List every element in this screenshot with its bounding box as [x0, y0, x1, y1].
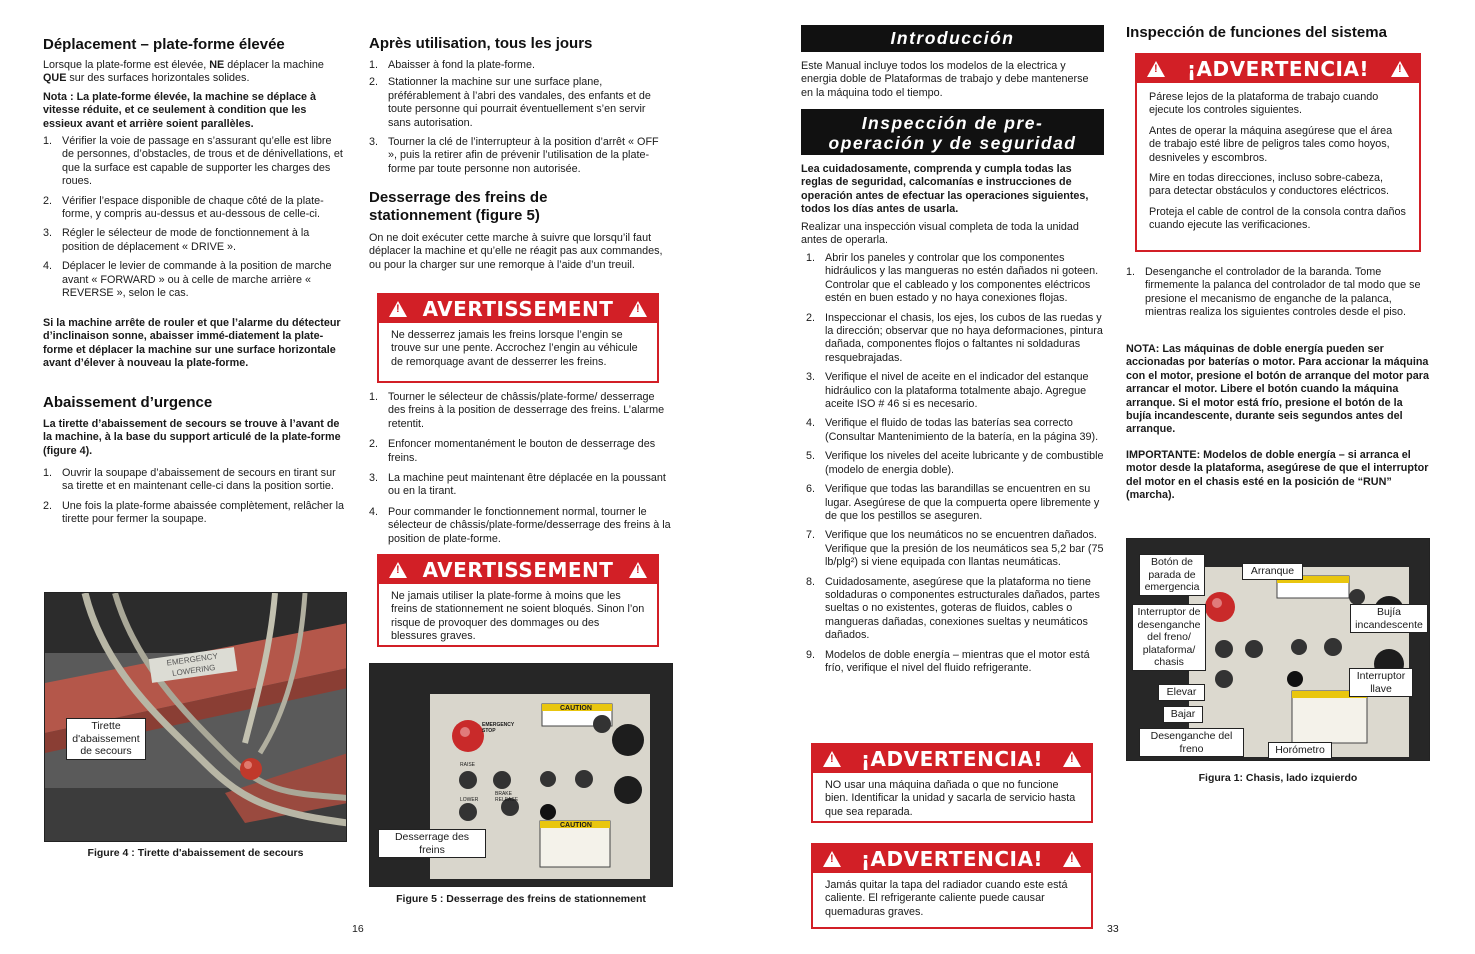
heading-abaissement: Abaissement d’urgence — [43, 394, 213, 411]
list-item: 3. La machine peut maintenant être déplacée en la poussant ou en la tirant. — [369, 472, 666, 498]
warning-icon — [823, 851, 841, 867]
warning-icon — [629, 301, 647, 317]
heading-inspeccion-funciones: Inspección de funciones del sistema — [1126, 24, 1387, 41]
list-item: 2. Inspeccionar el chasis, los ejes, los cubos de las ruedas y la dirección; observar que no haya deformaciones, pintura dañada, componentes flojos o faltantes ni soldaduras resquebrajadas. — [806, 311, 1103, 364]
callout-elevar: Elevar — [1158, 684, 1205, 701]
callout-interruptor-llave: Interruptor llave — [1349, 668, 1413, 697]
list-item: 4. Déplacer le levier de commande à la position de marche avant « FORWARD » ou à celle de marche arrière « REVERSE », selon le cas. — [43, 260, 332, 300]
steps-apres — [369, 59, 669, 182]
callout-arranque: Arranque — [1242, 563, 1303, 580]
list-item: 2. Une fois la plate-forme abaissée complètement, relâcher la tirette pour fermer la soupape. — [43, 499, 345, 526]
warning-icon — [629, 562, 647, 578]
heading-desserrage: Desserrage des freins de stationnement (figure 5) — [369, 189, 548, 224]
list-item: 3. Tourner la clé de l’interrupteur à la position d’arrêt « OFF », puis la retirer afin de prévenir l’utilisation de la plate-forme par toute personne non autorisée. — [369, 136, 659, 175]
paragraph-desserrage: On ne doit exécuter cette marche à suivre que lorsqu’il faut déplacer la machine et qu’elle ne réagit pas aux commandes, ou pour la charger sur une remorque à l’aide d’un treuil. — [369, 232, 663, 271]
panel-estop-label: EMERGENCY STOP — [482, 722, 515, 734]
steps-funciones — [1126, 266, 1429, 326]
heading-deplacement: Déplacement – plate-forme élevée — [43, 36, 285, 53]
figure-4-caption: Figure 4 : Tirette d'abaissement de secours — [87, 847, 304, 859]
panel-lower-label: LOWER — [460, 797, 479, 803]
tirette-note: La tirette d’abaissement de secours se trouve à l’avant de la machine, à la base du support articulé de la plate-forme (figure 4). — [43, 418, 341, 457]
warning-text: Jamás quitar la tapa del radiador cuando este está caliente. El refrigerante caliente puede causar quemaduras graves. — [825, 879, 1068, 918]
warning-icon — [1063, 751, 1081, 767]
importante-note: IMPORTANTE: Modelos de doble energía – si arranca el motor desde la plataforma, asegúrese de que el interruptor del motor en el chasis esté en la posición de “RUN” (marcha). — [1126, 449, 1429, 502]
list-item: 4. Verifique el fluido de todas las baterías sea correcto (Consultar Mantenimiento de la batería, en la página 39). — [806, 417, 1099, 443]
realizar-paragraph: Realizar una inspección visual completa de toda la unidad antes de operarla. — [801, 221, 1079, 247]
emergency-lowering-sticker: EMERGENCY LOWERING — [149, 647, 238, 683]
list-item: 5. Verifique los niveles del aceite lubricante y de combustible (modelo de energia doble). — [806, 450, 1104, 476]
warning-text: Párese lejos de la plataforma de trabajo cuando ejecute los controles siguientes. Antes de operar la máquina asegúrese que el área de trabajo esté libre de peligros tales como hoyos, desniveles y escombros. Mire en todas direcciones, incluso sobre-cabeza, para detectar obstáculos y conductores eléctricos. Proteja el cable de control de la consola contra daños cuando ejecute las verificaciones. — [1149, 91, 1406, 232]
panel-caution-label-2: CAUTION — [560, 822, 592, 829]
paragraph-deplacement: Lorsque la plate-forme est élevée, NE déplacer la machine QUE sur des surfaces horizontales solides. — [43, 59, 324, 85]
inspection-bar: Inspección de pre- operación y de seguridad — [801, 109, 1104, 155]
callout-desserrage: Desserrage des freins — [378, 829, 486, 858]
list-item: 2. Vérifier l’espace disponible de chaque côté de la plate-forme, y compris au-dessus et au-dessous de celle-ci. — [43, 194, 324, 221]
nota-doble-energia: NOTA: Las máquinas de doble energía pueden ser accionadas por baterías o motor. Para accionar la máquina con el motor, presione el botón de arranque del motor para arrancar el motor. Libere el botón cuando la máquina arranque. Si el motor está frío, presione el botón de la bujía incandescente, durante seis segundos antes del arranque. — [1126, 343, 1429, 436]
warning-header: ! AVERTISSEMENT ! — [379, 295, 657, 323]
list-item: 7. Verifique que los neumáticos no se encuentren dañados. Verifique que la presión de los neumáticos sea 5,2 bar (75 lb/plg²) si viene equipada con llantas neumáticas. — [806, 529, 1104, 569]
warning-header: ! AVERTISSEMENT ! — [379, 556, 657, 584]
warning-header: ! ¡ADVERTENCIA! ! — [1137, 55, 1419, 83]
intro-paragraph: Este Manual incluye todos los modelos de la electrica y energia doble de Plataformas de trabajo y debe mantenerse en la máquina todo el tiempo. — [801, 60, 1089, 99]
warning-icon — [1391, 61, 1409, 77]
note-vitesse: Nota : La plate-forme élevée, la machine se déplace à vitesse réduite, et ce seulement à condition que les essieux avant et arrière soient parallèles. — [43, 91, 317, 130]
warning-text: Ne jamais utiliser la plate-forme à moins que les freins de stationnement ne soient bloqués. Sinon l’on risque de provoquer des dommages ou des blessures graves. — [391, 590, 645, 643]
lea-note: Lea cuidadosamente, comprenda y cumpla todas las reglas de seguridad, calcomanías e instrucciones de operación antes de efectuar las operaciones siguientes, todos los días antes de usarla. — [801, 163, 1089, 216]
panel-caution-label: CAUTION — [560, 705, 592, 712]
steps-desserrage — [369, 391, 672, 552]
figure-4-photo — [44, 592, 347, 842]
page-number-left: 16 — [352, 923, 364, 935]
steps-deplacement — [43, 135, 343, 306]
list-item: 3. Régler le sélecteur de mode de fonctionnement à la position de déplacement « DRIVE ». — [43, 227, 310, 253]
warning-box-avertissement-1 — [377, 293, 659, 383]
intro-bar: Introducción — [801, 25, 1104, 52]
list-item: 2. Enfoncer momentanément le bouton de desserrage des freins. — [369, 438, 656, 464]
warning-header: ! ¡ADVERTENCIA! ! — [813, 845, 1091, 873]
list-item: 1. Abaisser à fond la plate-forme. — [369, 59, 536, 71]
steps-abaissement — [43, 467, 345, 533]
figure-1-caption: Figura 1: Chasis, lado izquierdo — [1198, 772, 1358, 784]
callout-horometro: Horómetro — [1268, 742, 1332, 759]
warning-icon — [389, 562, 407, 578]
warning-text: Ne desserrez jamais les freins lorsque l’engin se trouve sur une pente. Accrochez l’engin au véhicule de remorquage avant de desserrer les freins. — [391, 329, 638, 368]
callout-interruptor-freno: Interruptor de desenganche del freno/ plataforma/ chasis — [1132, 604, 1206, 671]
list-item: 9. Modelos de doble energía – mientras que el motor está frío, verifique el nivel del fluido refrigerante. — [806, 648, 1090, 674]
callout-tirette: Tirette d'abaissement de secours — [66, 718, 146, 760]
panel-brake-label: BRAKE RELEASE — [495, 791, 519, 803]
list-item: 1. Abrir los paneles y controlar que los componentes hidráulicos y las mangueras no estén dañados ni goteen. Controlar que el cableado y los componentes eléctricos estén en buen estado y no haya conexiones flojas. — [806, 252, 1099, 305]
list-item: 3. Verifique el nivel de aceite en el indicador del estanque hidráulico con la plataforma totalmente abajo. Agregue aceite ISO # 46 si es necesario. — [806, 371, 1089, 411]
warning-box-advertencia-2 — [811, 843, 1093, 929]
callout-bajar: Bajar — [1163, 706, 1203, 723]
warning-icon — [389, 301, 407, 317]
warning-header: ! ¡ADVERTENCIA! ! — [813, 745, 1091, 773]
list-item: 1. Tourner le sélecteur de châssis/plate-forme/ desserrage des freins à la position de desserrage des freins. L’alarme retentit. — [369, 391, 665, 430]
list-item: 1. Vérifier la voie de passage en s’assurant qu’elle est libre de personnes, d’obstacles, de trous et de dénivellations, et que la surface est capable de supporter les charges des roues. — [43, 135, 343, 188]
list-item: 4. Pour commander le fonctionnement normal, tourner le sélecteur de châssis/plate-forme/desserrage des freins à la position de plate-forme. — [369, 505, 671, 545]
callout-desenganche: Desenganche del freno — [1139, 728, 1244, 757]
heading-apres: Après utilisation, tous les jours — [369, 35, 593, 52]
callout-bujia: Bujía incandescente — [1350, 604, 1428, 633]
alarm-note: Si la machine arrête de rouler et que l’alarme du détecteur d’inclinaison sonne, abaisser immé-diatement la plate-forme et déplacer la machine sur une surface horizontale avant d’élever à nouveau la plate-forme. — [43, 317, 341, 370]
warning-box-avertissement-2 — [377, 554, 659, 647]
warning-box-advertencia-1 — [811, 743, 1093, 823]
list-item: 1. Ouvrir la soupape d’abaissement de secours en tirant sur sa tirette et en maintenant celle-ci dans la position sortie. — [43, 467, 336, 493]
list-item: 6. Verifique que todas las barandillas se encuentren en su lugar. Asegúrese de que la compuerta opere libremente y de que los pestillos se aseguren. — [806, 483, 1100, 522]
list-item: 2. Stationner la machine sur une surface plane, préférablement à l’abri des vandales, des enfants et de toute personne qui pourrait éventuellement s’en servir sans autorisation. — [369, 76, 651, 129]
warning-icon — [823, 751, 841, 767]
list-item: 1. Desenganche el controlador de la baranda. Tome firmemente la palanca del controlador de tal modo que se presione el mecanismo de enganche de la palanca, mientras realiza los siguientes controles desde el piso. — [1126, 266, 1421, 319]
warning-text: NO usar una máquina dañada o que no funcione bien. Identificar la unidad y sacarla de servicio hasta que sea reparada. — [825, 779, 1076, 818]
warning-box-advertencia-3 — [1135, 53, 1421, 252]
warning-icon — [1063, 851, 1081, 867]
figure-5-caption: Figure 5 : Desserrage des freins de stationnement — [396, 893, 646, 905]
panel-raise-label: RAISE — [460, 762, 476, 768]
page-number-right: 33 — [1107, 923, 1119, 935]
callout-boton-parada: Botón de parada de emergencia — [1139, 554, 1205, 596]
list-item: 8. Cuidadosamente, asegúrese que la plataforma no tiene soldaduras o componentes estructurales dañados, partes sueltas o no existentes, goteras de fluidos, cables o mangueras dañadas, conexiones sueltas y neumáticos dañados. — [806, 575, 1100, 642]
warning-icon — [1147, 61, 1165, 77]
steps-inspeccion — [806, 252, 1106, 681]
